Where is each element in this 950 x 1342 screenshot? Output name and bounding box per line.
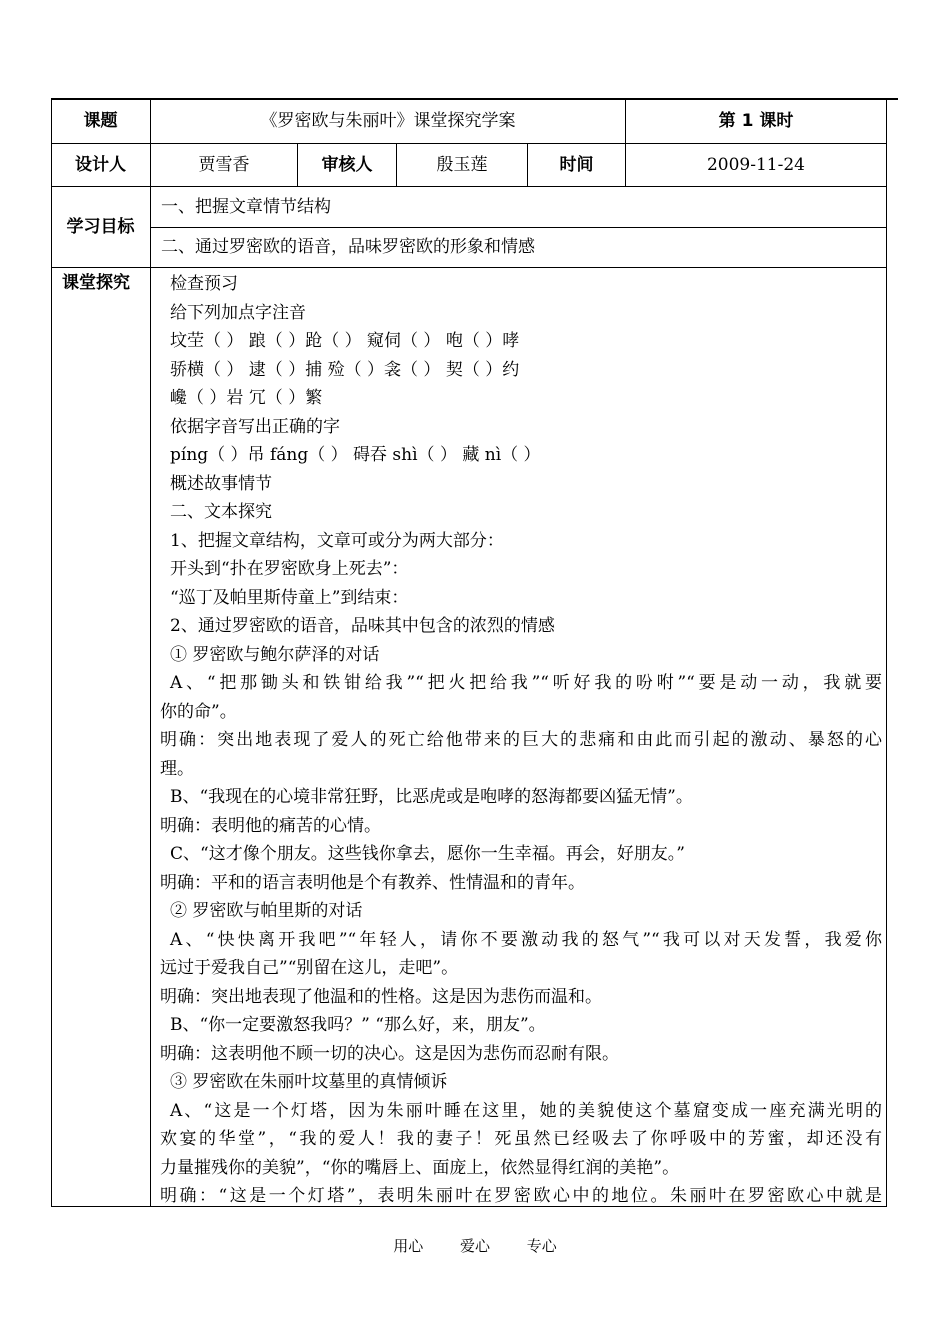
content-line: B、“我现在的心境非常狂野，比恶虎或是咆哮的怒海都要凶猛无情”。 — [170, 787, 693, 807]
content-line: 明确：突出地表现了爱人的死亡给他带来的巨大的悲痛和由此而引起的激动、暴怒的心 — [160, 730, 882, 750]
footer-word: 专心 — [526, 1237, 557, 1255]
time-value: 2009-11-24 — [706, 154, 805, 175]
content-line: A、“把那锄头和铁钳给我”“把火把给我”“听好我的吩咐”“要是动一动，我就要 — [170, 673, 882, 693]
inquiry-content — [160, 270, 882, 1211]
content-line: ① 罗密欧与鲍尔萨泽的对话 — [170, 644, 380, 665]
inquiry-label: 课堂探究 — [62, 272, 130, 293]
content-line: 2、通过罗密欧的语音，品味其中包含的浓烈的情感 — [170, 616, 555, 636]
content-line: B、“你一定要激怒我吗？” “那么好，来，朋友”。 — [170, 1015, 546, 1035]
content-line: ② 罗密欧与帕里斯的对话 — [170, 901, 363, 921]
designer-label: 设计人 — [75, 154, 126, 175]
content-line: 坟茔（ ） 踉（ ）跄（ ） 窥伺（ ） 咆（ ）哮 — [170, 331, 520, 351]
content-line: 明确：平和的语言表明他是个有教养、性情温和的青年。 — [160, 872, 585, 893]
page-footer — [0, 1235, 950, 1256]
reviewer-value: 殷玉莲 — [436, 154, 488, 175]
footer-word: 用心 — [393, 1237, 424, 1255]
content-line: 力量摧残你的美貌”，“你的嘴唇上、面庞上，依然显得红润的美艳”。 — [160, 1157, 680, 1178]
content-line: 骄横（ ） 逮（ ）捕 殓（ ）衾（ ） 契（ ）约 — [170, 359, 520, 380]
content-line: 给下列加点字注音 — [170, 302, 306, 323]
content-line: 开头到“扑在罗密欧身上死去”： — [170, 559, 409, 579]
content-line: 你的命”。 — [160, 701, 237, 722]
content-line: ③ 罗密欧在朱丽叶坟墓里的真情倾诉 — [170, 1072, 448, 1092]
goal-item: 二、通过罗密欧的语音，品味罗密欧的形象和情感 — [161, 237, 535, 257]
content-line: 概述故事情节 — [170, 473, 272, 494]
content-line: 欢宴的华堂”，“我的爱人！我的妻子！死虽然已经吸去了你呼吸中的芳蜜，却还没有 — [160, 1129, 882, 1149]
goals-label: 学习目标 — [66, 216, 135, 237]
content-line: 明确：“这是一个灯塔”，表明朱丽叶在罗密欧心中的地位。朱丽叶在罗密欧心中就是 — [160, 1186, 882, 1206]
content-line: “巡丁及帕里斯侍童上”到结束： — [170, 587, 409, 608]
content-line: A、“快快离开我吧”“年轻人，请你不要激动我的怒气”“我可以对天发誓，我爱你 — [170, 929, 882, 950]
content-line: 理。 — [160, 758, 194, 779]
lesson-number: 第 1 课时 — [718, 110, 794, 131]
footer-word: 爱心 — [459, 1237, 490, 1255]
content-line: 依据字音写出正确的字 — [170, 416, 340, 437]
reviewer-label: 审核人 — [321, 154, 373, 175]
table-rule — [51, 267, 887, 268]
content-line: C、“这才像个朋友。这些钱你拿去，愿你一生幸福。再会，好朋友。” — [170, 844, 685, 864]
content-line: 明确：表明他的痛苦的心情。 — [160, 815, 381, 836]
content-line: píng（ ）吊 fáng（ ） 碍吞 shì（ ） 藏 nì（ ） — [170, 445, 541, 465]
topic-label: 课题 — [83, 110, 118, 131]
topic-value: 《罗密欧与朱丽叶》课堂探究学案 — [260, 110, 516, 131]
time-label: 时间 — [559, 154, 594, 175]
content-line: 巉（ ）岩 冗（ ）繁 — [170, 388, 323, 408]
table-border-right — [886, 98, 887, 1206]
content-line: A、“这是一个灯塔，因为朱丽叶睡在这里，她的美貌使这个墓窟变成一座充满光明的 — [170, 1100, 882, 1121]
content-line: 二、文本探究 — [170, 502, 272, 522]
content-line: 远过于爱我自己”“别留在这儿，走吧”。 — [160, 958, 459, 978]
designer-value: 贾雪香 — [198, 154, 250, 175]
goal-item: 一、把握文章情节结构 — [161, 196, 331, 217]
content-line: 明确：突出地表现了他温和的性格。这是因为悲伤而温和。 — [160, 986, 602, 1007]
content-line: 1、把握文章结构，文章可或分为两大部分： — [170, 530, 504, 551]
content-line: 检查预习 — [170, 274, 238, 294]
content-line: 明确：这表明他不顾一切的决心。这是因为悲伤而忍耐有限。 — [160, 1043, 619, 1064]
